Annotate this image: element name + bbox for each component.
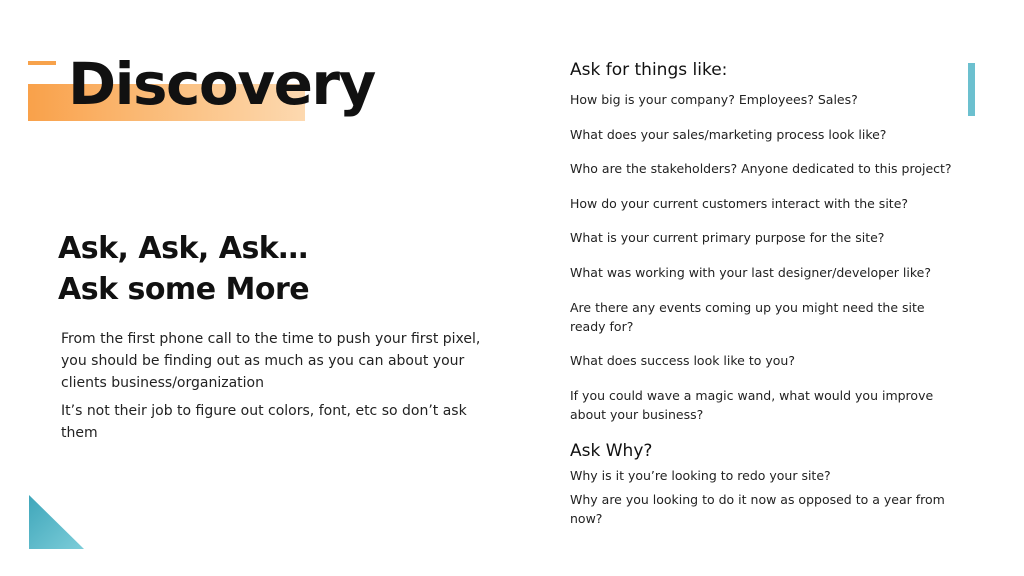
orange-accent-dash — [28, 61, 56, 65]
list-item: What does your sales/marketing process look like? — [570, 126, 887, 142]
ask-why-list — [570, 466, 955, 528]
ask-for-heading: Ask for things like: — [570, 60, 728, 80]
list-item: What is your current primary purpose for the site? — [570, 230, 885, 246]
body-paragraph: From the first phone call to the time to push your first pixel, you should be finding out as much as you can about your clients business/organization — [61, 331, 481, 391]
list-item: Are there any events coming up you might need the site ready for? — [570, 299, 925, 334]
subtitle-line-1: Ask, Ask, Ask… — [58, 231, 308, 266]
list-item: If you could wave a magic wand, what would you improve about your business? — [570, 387, 934, 422]
slide-title: Discovery — [68, 50, 375, 118]
list-item: Why are you looking to do it now as opposed to a year from now? — [570, 492, 945, 527]
list-item: How do your current customers interact with the site? — [570, 195, 909, 211]
section-subtitle — [58, 228, 309, 310]
left-body-text — [61, 328, 481, 450]
teal-accent-bar — [968, 63, 975, 116]
questions-column — [570, 58, 955, 533]
list-item: Why is it you’re looking to redo your site? — [570, 468, 831, 484]
subtitle-line-2: Ask some More — [58, 272, 310, 307]
teal-triangle-decoration — [29, 495, 84, 549]
ask-why-heading: Ask Why? — [570, 441, 653, 462]
body-paragraph: It’s not their job to figure out colors, font, etc so don’t ask them — [61, 403, 467, 441]
list-item: What was working with your last designer/developer like? — [570, 264, 931, 280]
list-item: How big is your company? Employees? Sales? — [570, 92, 858, 107]
list-item: Who are the stakeholders? Anyone dedicated to this project? — [570, 161, 952, 177]
ask-for-list — [570, 90, 955, 424]
list-item: What does success look like to you? — [570, 353, 795, 369]
